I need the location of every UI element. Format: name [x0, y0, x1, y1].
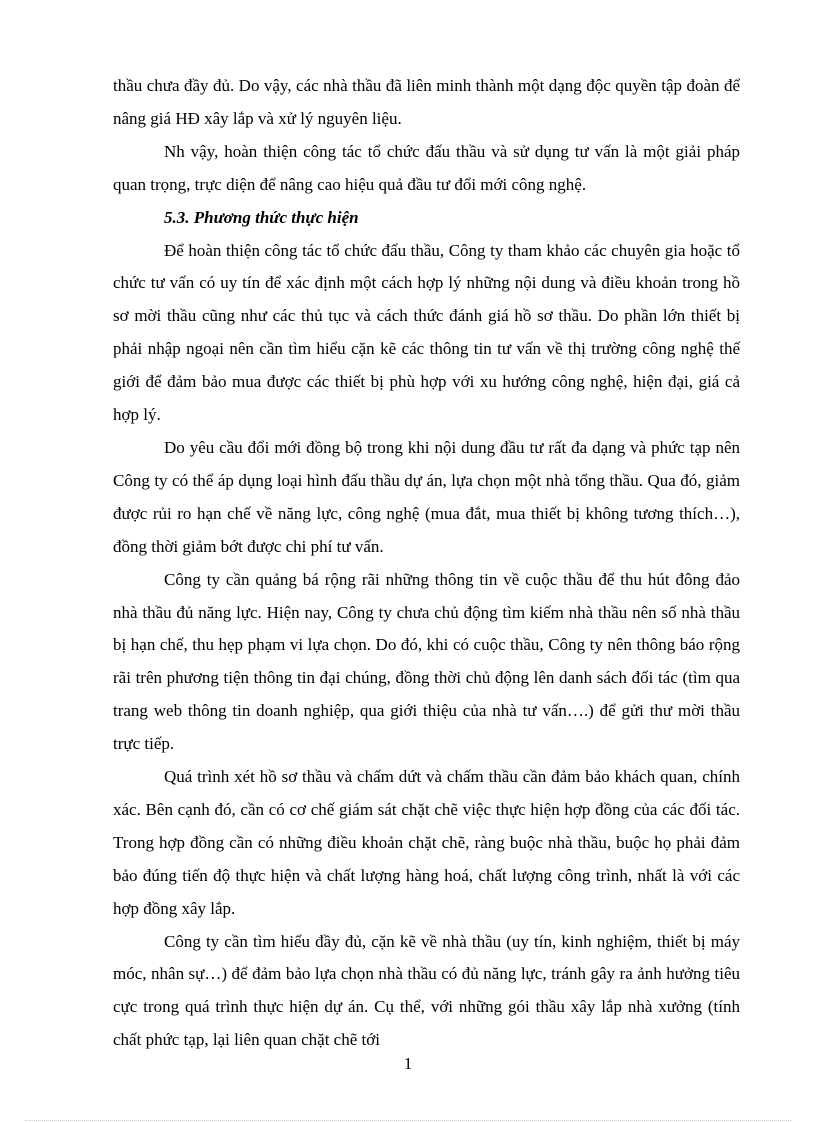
page-body: [113, 70, 740, 1057]
section-heading: 5.3. Phương thức thực hiện: [164, 207, 359, 227]
paragraph: Công ty cần quảng bá rộng rãi những thông tin về cuộc thầu để thu hút đông đảo nhà thầu đủ năng lực. Hiện nay, Công ty chưa chủ động tìm kiếm nhà thầu nên số nhà thầu bị hạn chế, thu hẹp phạm vi lựa chọn. Do đó, khi có cuộc thầu, Công ty nên thông báo rộng rãi trên phương tiện thông tin đại chúng, đồng thời chủ động lên danh sách đối tác (tìm qua trang web thông tin doanh nghiệp, qua giới thiệu của nhà tư vấn….) để gửi thư mời thầu trực tiếp.: [113, 569, 740, 754]
paragraph: Để hoàn thiện công tác tổ chức đấu thầu, Công ty tham khảo các chuyên gia hoặc tổ chức tư vấn có uy tín để xác định một cách hợp lý những nội dung và điều khoản trong hồ sơ mời thầu cũng như các thủ tục và cách thức đánh giá hồ sơ thầu. Do phần lớn thiết bị phải nhập ngoại nên cần tìm hiểu cặn kẽ các thông tin tư vấn về thị trường công nghệ thế giới để đảm bảo mua được các thiết bị phù hợp với xu hướng công nghệ, hiện đại, giá cả hợp lý.: [113, 240, 740, 425]
paragraph-continuation: thầu chưa đầy đủ. Do vậy, các nhà thầu đã liên minh thành một dạng độc quyền tập đoàn để nâng giá HĐ xây lắp và xử lý nguyên liệu.: [113, 76, 740, 128]
page-divider: [25, 1120, 791, 1121]
paragraph: Công ty cần tìm hiểu đầy đủ, cặn kẽ về nhà thầu (uy tín, kinh nghiệm, thiết bị máy móc, nhân sự…) để đảm bảo lựa chọn nhà thầu có đủ năng lực, tránh gây ra ảnh hưởng tiêu cực trong quá trình thực hiện dự án. Cụ thể, với những gói thầu xây lắp nhà xưởng (tính chất phức tạp, lại liên quan chặt chẽ tới: [113, 931, 740, 1050]
page-number: 1: [403, 1054, 413, 1073]
paragraph: Quá trình xét hồ sơ thầu và chấm dứt và chấm thầu cần đảm bảo khách quan, chính xác. Bên cạnh đó, cần có cơ chế giám sát chặt chẽ việc thực hiện hợp đồng của các đối tác. Trong hợp đồng cần có những điều khoản chặt chẽ, ràng buộc nhà thầu, buộc họ phải đảm bảo đúng tiến độ thực hiện và chất lượng hàng hoá, chất lượng công trình, nhất là với các hợp đồng xây lắp.: [113, 767, 740, 918]
paragraph: Nh vậy, hoàn thiện công tác tổ chức đấu thầu và sử dụng tư vấn là một giải pháp quan trọng, trực diện để nâng cao hiệu quả đầu tư đổi mới công nghệ.: [113, 141, 740, 194]
paragraph: Do yêu cầu đổi mới đồng bộ trong khi nội dung đầu tư rất đa dạng và phức tạp nên Công ty có thể áp dụng loại hình đấu thầu dự án, lựa chọn một nhà tổng thầu. Qua đó, giảm được rủi ro hạn chế về năng lực, công nghệ (mua đắt, mua thiết bị không tương thích…), đồng thời giảm bớt được chi phí tư vấn.: [113, 437, 740, 556]
